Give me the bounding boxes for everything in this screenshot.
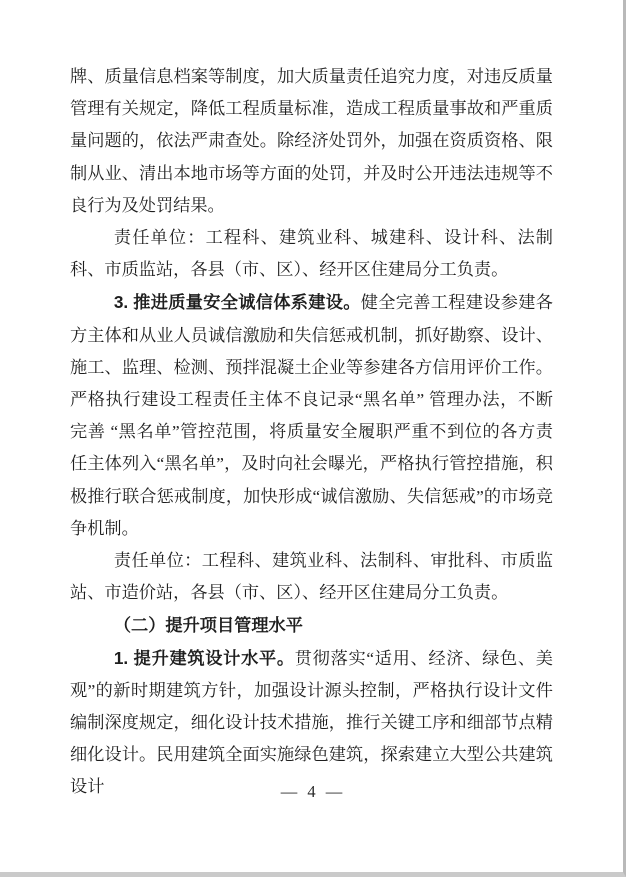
page-number: — 4 — xyxy=(280,782,346,801)
paragraph-design-level xyxy=(70,642,553,804)
item-3-body-text: 健全完善工程建设参建各方主体和从业人员诚信激励和失信惩戒机制，抓好勘察、设计、施工、监理、检测、预拌混凝土企业等参建各方信用评价工作。严格执行建设工程责任主体不良记录“黑名单” 管理办法，不断完善 “黑名单”管控范围，将质量安全履职严重不到位的各方责任主体列入“黑名单”，及时向社会曝光，严格执行管控措施，积极推行联合惩戒制度，加快形成“诚信激励、失信惩戒”的市场竞争机制。 xyxy=(70,293,553,538)
document-body xyxy=(70,61,553,804)
paragraph-quality-penalties: 牌、质量信息档案等制度，加大质量责任追究力度，对违反质量管理有关规定，降低工程质量标准，造成工程质量事故和严重质量问题的，依法严肃查处。除经济处罚外，加强在资质资格、限制从业、清出本地市场等方面的处罚，并及时公开违法违规等不良行为及处罚结果。 xyxy=(70,67,553,215)
paragraph-credit-system xyxy=(70,286,553,545)
item-3-bold-heading: 3. 推进质量安全诚信体系建设。 xyxy=(113,292,361,313)
paragraph-responsible-units-2: 责任单位：工程科、建筑业科、法制科、审批科、市质监站、市造价站，各县（市、区）、经开区住建局分工负责。 xyxy=(70,551,553,603)
paragraph-responsible-units-1: 责任单位：工程科、建筑业科、城建科、设计科、法制科、市质监站，各县（市、区）、经开区住建局分工负责。 xyxy=(70,228,553,280)
section-2-heading: （二）提升项目管理水平 xyxy=(113,615,303,636)
item-1-body-text: 贯彻落实“适用、经济、绿色、美观”的新时期建筑方针，加强设计源头控制，严格执行设计文件编制深度规定，细化设计技术措施，推行关键工序和细部节点精细化设计。民用建筑全面实施绿色建筑，探索建立大型公共建筑设计 xyxy=(70,648,553,797)
item-1-bold-heading: 1. 提升建筑设计水平。 xyxy=(113,647,295,668)
